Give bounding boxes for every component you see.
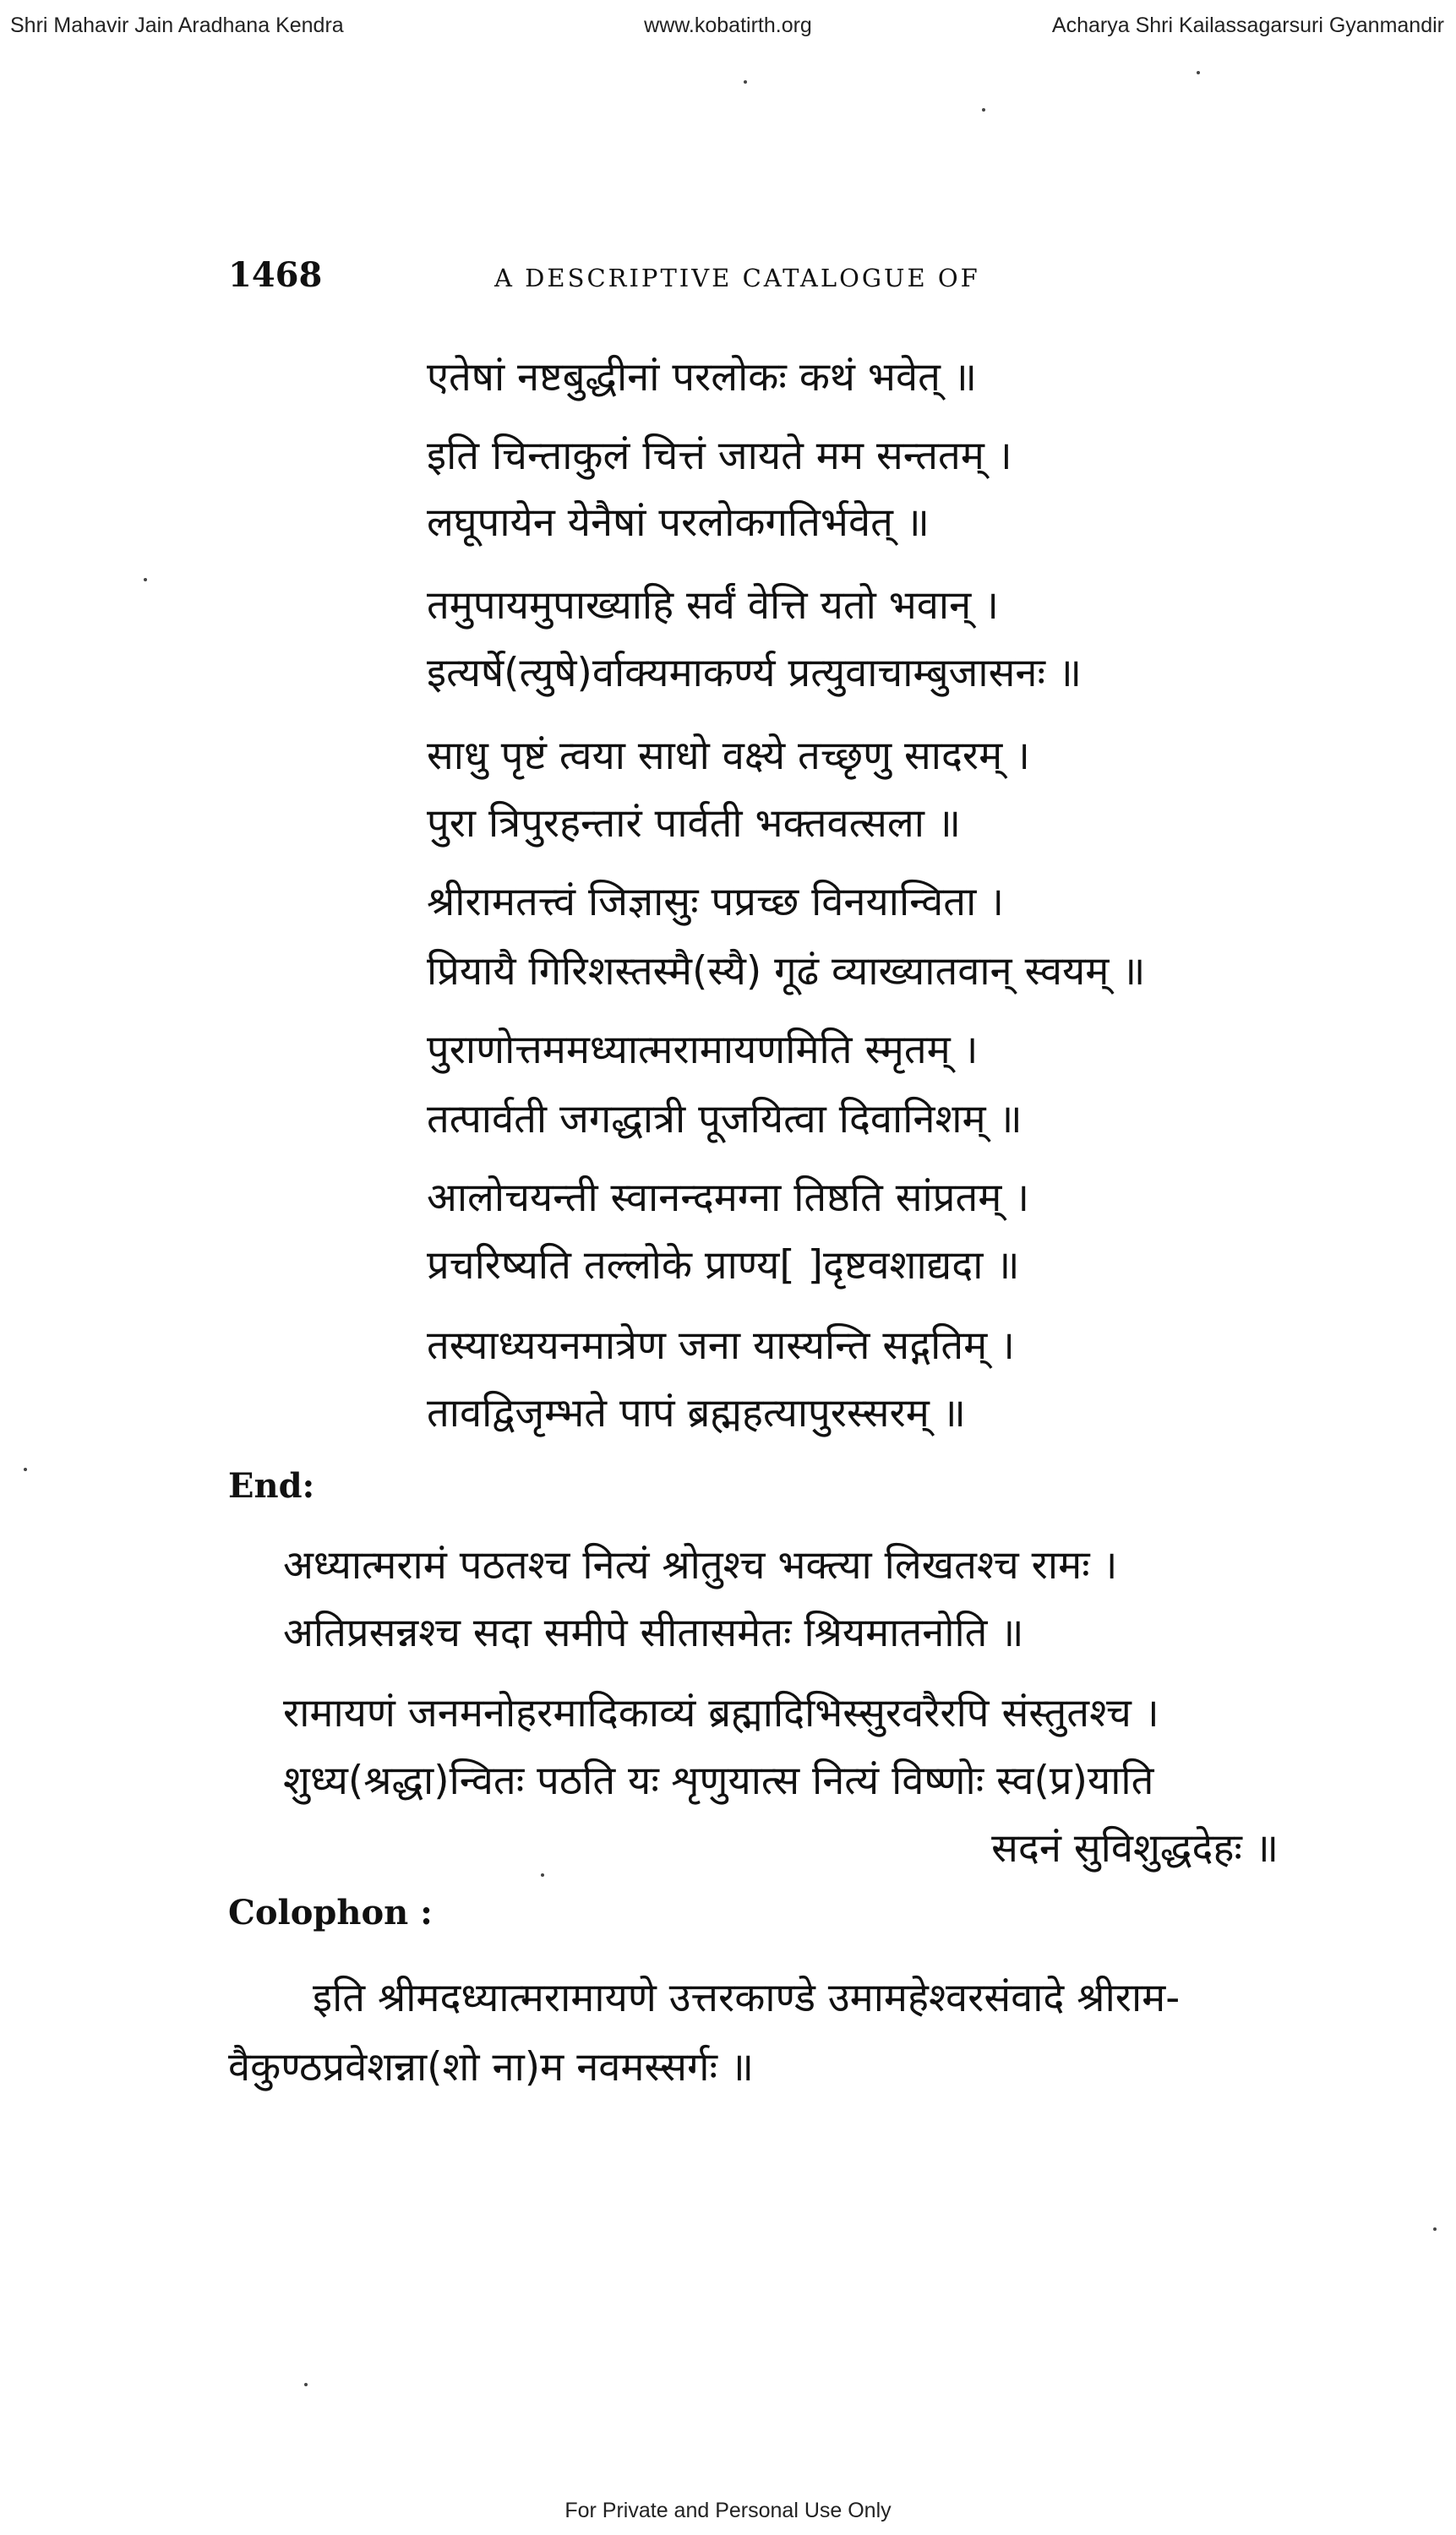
verse-line: एतेषां नष्टबुद्धीनां परलोकः कथं भवेत् ॥ — [427, 354, 977, 401]
end-line: अध्यात्मरामं पठतश्च नित्यं श्रोतुश्च भक्त्या लिखतश्च रामः । — [283, 1542, 1118, 1589]
colophon-section-label: Colophon : — [228, 1893, 433, 1933]
scan-speck — [1433, 2227, 1437, 2231]
scan-speck — [744, 80, 747, 84]
scan-speck — [982, 108, 985, 112]
colophon-line: इति श्रीमदध्यात्मरामायणे उत्तरकाण्डे उमामहेश्वरसंवादे श्रीराम- — [313, 1975, 1181, 2021]
verse-line: प्रियायै गिरिशस्तस्मै(स्यै) गूढं व्याख्यातवान् स्वयम् ॥ — [427, 948, 1146, 995]
page-number: 1468 — [228, 255, 323, 295]
verse-line: श्रीरामतत्त्वं जिज्ञासुः पप्रच्छ विनयान्विता । — [427, 879, 1005, 925]
verse-line: साधु पृष्टं त्वया साधो वक्ष्ये तच्छृणु सादरम् । — [427, 733, 1030, 779]
verse-line: पुरा त्रिपुरहन्तारं पार्वती भक्तवत्सला ॥ — [427, 800, 962, 847]
running-title: A DESCRIPTIVE CATALOGUE OF — [494, 264, 980, 292]
verse-line: लघूपायेन येनैषां परलोकगतिर्भवेत् ॥ — [427, 499, 930, 546]
end-line: शुध्य(श्रद्धा)न्वितः पठति यः शृणुयात्स नित्यं विष्णोः स्व(प्र)याति — [283, 1758, 1154, 1804]
verse-line: प्रचरिष्यति तल्लोके प्राण्य[ ]दृष्टवशाद्यदा ॥ — [427, 1242, 1020, 1289]
scan-speck — [24, 1468, 27, 1471]
footer-text: For Private and Personal Use Only — [564, 2499, 892, 2522]
header-website-text: www.kobatirth.org — [644, 14, 812, 37]
verse-line: पुराणोत्तममध्यात्मरामायणमिति स्मृतम् । — [427, 1027, 979, 1073]
colophon-line: वैकुण्ठप्रवेशन्ना(शो ना)म नवमस्सर्गः ॥ — [228, 2044, 755, 2091]
scan-speck — [144, 578, 147, 581]
header-right-text: Acharya Shri Kailassagarsuri Gyanmandir — [1051, 14, 1444, 37]
header-left-text: Shri Mahavir Jain Aradhana Kendra — [10, 14, 344, 37]
end-line: सदनं सुविशुद्धदेहः ॥ — [991, 1825, 1279, 1872]
verse-line: तत्पार्वती जगद्धात्री पूजयित्वा दिवानिशम् ॥ — [427, 1096, 1022, 1142]
verse-line: तावद्विजृम्भते पापं ब्रह्महत्यापुरस्सरम् ॥ — [427, 1390, 966, 1436]
scan-speck — [1197, 71, 1200, 74]
end-line: अतिप्रसन्नश्च सदा समीपे सीतासमेतः श्रियमातनोति ॥ — [283, 1610, 1024, 1656]
verse-line: आलोचयन्ती स्वानन्दमग्ना तिष्ठति सांप्रतम् । — [427, 1175, 1030, 1221]
end-line: रामायणं जनमनोहरमादिकाव्यं ब्रह्मादिभिस्सुरवरैरपि संस्तुतश्च । — [283, 1690, 1159, 1736]
scan-speck — [541, 1873, 544, 1877]
end-section-label: End: — [228, 1466, 315, 1506]
verse-line: तस्याध्ययनमात्रेण जना यास्यन्ति सद्गतिम् । — [427, 1322, 1015, 1369]
verse-line: इत्यर्षे(त्युषे)र्वाक्यमाकर्ण्य प्रत्युवाचाम्बुजासनः ॥ — [427, 650, 1082, 696]
scan-speck — [304, 2383, 308, 2386]
verse-line: इति चिन्ताकुलं चित्तं जायते मम सन्ततम् । — [427, 433, 1012, 479]
verse-line: तमुपायमुपाख्याहि सर्वं वेत्ति यतो भवान् । — [427, 582, 999, 629]
